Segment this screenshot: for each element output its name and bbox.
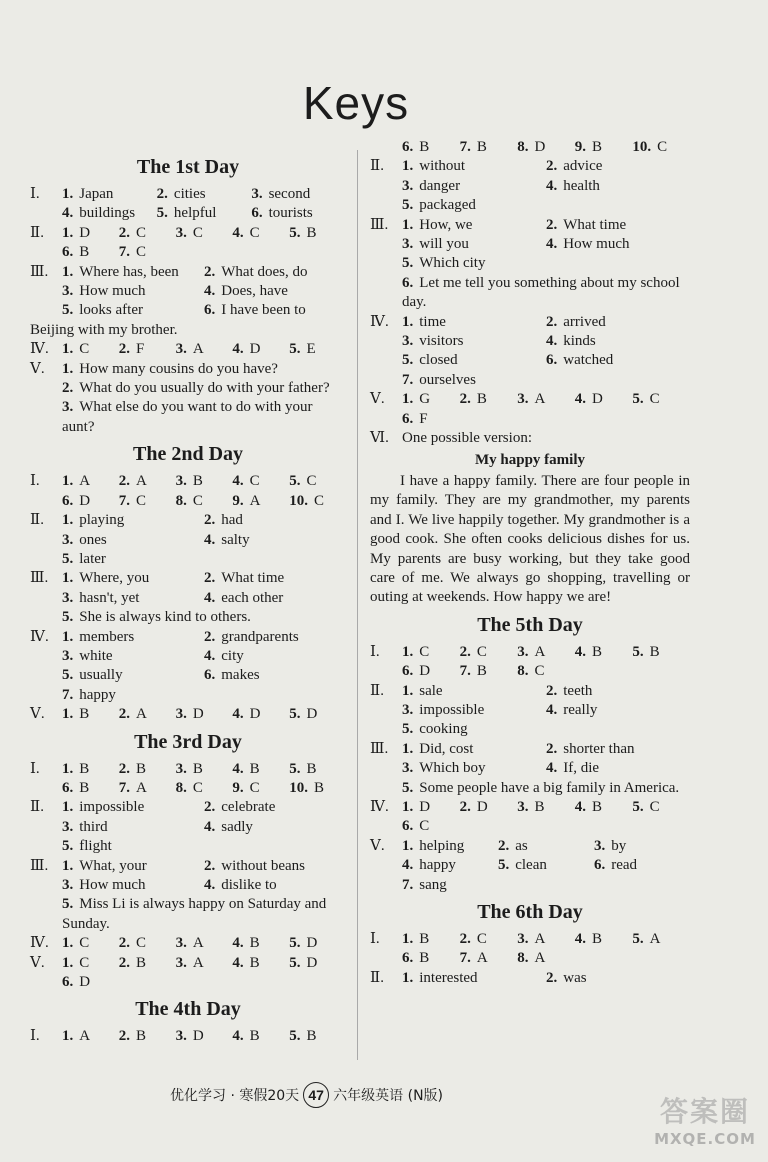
answer-item: 3. impossible	[402, 701, 485, 718]
section	[30, 263, 346, 321]
section-numeral: Ⅱ.	[30, 799, 44, 816]
section-numeral: Ⅴ.	[30, 706, 45, 723]
section	[370, 682, 690, 740]
answer-item: 4. really	[546, 701, 598, 718]
watermark-url: MXQE.COM	[654, 1130, 756, 1148]
answer-item: 3. A	[175, 935, 204, 952]
answer-item: 6. D	[62, 974, 91, 991]
section-numeral: Ⅰ.	[30, 473, 40, 490]
day-heading: The 2nd Day	[132, 443, 244, 466]
answer-item: 7. B	[459, 139, 487, 155]
answer-item: 3. A	[517, 391, 546, 408]
answer-item: 6. B	[402, 950, 430, 967]
answer-item: 6. B	[62, 244, 90, 261]
answer-item: 1. What, your	[62, 857, 147, 874]
section	[30, 1027, 346, 1046]
answer-item: 6. F	[402, 410, 428, 427]
section	[30, 934, 346, 953]
section	[370, 837, 690, 895]
answer-item: 4. each other	[204, 589, 284, 606]
answer-item: 3. B	[517, 799, 545, 815]
answer-item: 5. Which city	[402, 255, 486, 272]
answer-item: 1. B	[402, 931, 430, 948]
section-numeral: Ⅰ.	[30, 760, 40, 777]
answer-item: 6. D	[402, 663, 431, 680]
answer-item: 4. salty	[204, 531, 250, 548]
right-column	[370, 138, 690, 988]
answer-item: 4. B	[232, 760, 260, 777]
answer-item: 5. D	[289, 935, 318, 952]
section-numeral: Ⅰ.	[370, 931, 380, 948]
answer-item: 4. B	[232, 935, 260, 952]
answer-item: 1. Where, you	[62, 570, 150, 587]
answer-item: 9. A	[232, 492, 261, 509]
answer-item: 1. How many cousins do you have?	[62, 360, 278, 377]
section	[370, 798, 690, 837]
section-numeral: Ⅳ.	[370, 313, 389, 330]
answer-item: 4. B	[574, 931, 603, 948]
answer-item: 2. A	[118, 706, 147, 723]
section	[30, 705, 346, 724]
answer-item: 1. without	[402, 158, 466, 175]
answer-item: 4. C	[232, 224, 260, 241]
section-numeral: Ⅲ.	[370, 216, 389, 233]
answer-item: 2. without beans	[204, 857, 305, 874]
answer-item: 4. Does, have	[204, 283, 288, 300]
answer-item: 2. arrived	[546, 313, 606, 330]
answers	[402, 216, 690, 313]
section	[370, 138, 690, 157]
answer-item: 5. packaged	[402, 197, 476, 214]
answer-item: 5. clean	[497, 857, 547, 874]
answer-item: 7. C	[118, 244, 147, 261]
section	[370, 643, 690, 682]
answer-item: 3. second	[251, 186, 311, 202]
essay-title: My happy family	[474, 451, 585, 468]
answers	[402, 138, 690, 157]
section-numeral: Ⅱ.	[370, 969, 384, 986]
answers	[62, 857, 346, 935]
day-heading: The 1st Day	[136, 156, 240, 178]
answer-item: 2. celebrate	[204, 799, 276, 816]
answer-item: 2. advice	[546, 158, 603, 175]
answer-item: 3. hasn't, yet	[62, 589, 140, 606]
answer-item: 2. What time	[204, 570, 285, 587]
answer-item: 1. interested	[402, 969, 478, 986]
answer-item: 1. C	[62, 341, 90, 358]
answer-item: 2. was	[546, 969, 587, 986]
answer-item: 7. sang	[402, 876, 447, 893]
answer-item: 5. A	[632, 931, 661, 948]
answers	[62, 224, 346, 263]
answers	[402, 313, 690, 391]
day-heading: The 4th Day	[135, 998, 241, 1021]
answer-item: 3. A	[517, 643, 546, 660]
answer-item: 2. F	[118, 341, 145, 358]
section-numeral: Ⅰ.	[370, 643, 380, 660]
answers	[62, 1027, 346, 1046]
answer-item: 1. A	[62, 1028, 91, 1045]
answers	[62, 472, 346, 511]
answer-item: 1. D	[62, 224, 91, 241]
section-numeral: Ⅲ.	[30, 263, 49, 280]
answer-item: 10. C	[289, 492, 324, 509]
answer-item: 4. B	[232, 954, 260, 971]
answer-item: 4. D	[232, 341, 261, 358]
answer-item: 1. B	[62, 706, 90, 723]
section	[30, 857, 346, 935]
answers	[402, 157, 690, 215]
answer-item: 5. usually	[62, 667, 123, 684]
answer-item: 10. B	[289, 779, 324, 796]
answers	[62, 569, 346, 627]
answer-item: 4. kinds	[546, 333, 596, 350]
answer-item: 2. B	[118, 954, 147, 971]
section	[370, 390, 690, 429]
answer-item: 4. C	[232, 473, 260, 490]
page-footer	[170, 1082, 550, 1108]
day-heading: The 3rd Day	[134, 730, 242, 753]
answers	[62, 340, 346, 359]
answer-item: 3. will you	[402, 236, 469, 253]
answer-item: 4. buildings	[62, 205, 136, 222]
answer-item: 4. D	[232, 706, 261, 723]
answer-item: 4. How much	[546, 236, 630, 253]
answer-item: 6. read	[593, 857, 638, 874]
answer-item: 3. How much	[62, 877, 146, 893]
answer-item: 4. B	[232, 1028, 260, 1045]
answer-item: 5. C	[289, 473, 317, 490]
section-numeral: Ⅱ.	[30, 512, 44, 529]
answers	[402, 682, 690, 740]
answer-item: 5. flight	[62, 838, 112, 855]
answer-item: 3. A	[517, 931, 546, 948]
section-numeral: Ⅳ.	[30, 341, 49, 358]
answers	[62, 934, 346, 953]
answer-item: 2. C	[459, 643, 487, 660]
answers	[402, 930, 690, 969]
answer-item: 3. danger	[402, 177, 461, 194]
answer-item: 3. B	[175, 760, 203, 777]
answer-item: 2. D	[459, 799, 488, 815]
answer-item: 3. third	[62, 818, 108, 835]
section	[370, 930, 690, 969]
answer-item: 6. I have been to	[204, 302, 306, 319]
answer-item: 4. health	[546, 177, 600, 194]
answer-item: 6. D	[62, 492, 91, 509]
answer-item: 1. sale	[402, 682, 443, 699]
answer-item: 4. sadly	[204, 818, 253, 835]
answer-item: 1. impossible	[62, 799, 145, 816]
answer-item: 2. had	[204, 512, 243, 529]
answer-item: 2. C	[118, 935, 147, 952]
answers	[402, 390, 690, 429]
answer-item: 2. as	[497, 837, 528, 854]
section	[30, 628, 346, 706]
answer-item: 2. What does, do	[204, 263, 308, 280]
answers	[62, 705, 346, 724]
answer-item: 5. B	[632, 643, 660, 660]
answers	[402, 643, 690, 682]
section	[30, 472, 346, 511]
answer-item: 1. Where has, been	[62, 263, 179, 280]
section	[30, 569, 346, 627]
section-numeral: Ⅲ.	[370, 740, 389, 757]
answer-item: 1. playing	[62, 512, 125, 529]
answer-item: 5. C	[632, 391, 660, 408]
answer-item: 3. How much	[62, 283, 146, 300]
answer-item: 8. C	[175, 779, 203, 796]
answer-item: 2. B	[118, 1028, 147, 1045]
answer-item: 5. cooking	[402, 721, 468, 738]
answer-item: 2. grandparents	[204, 628, 299, 645]
column-divider	[357, 150, 358, 1060]
section	[370, 429, 690, 448]
section	[370, 157, 690, 215]
day-heading: The 5th Day	[477, 613, 583, 636]
answer-item: 3. A	[175, 954, 204, 971]
answers	[402, 798, 690, 837]
answers	[402, 837, 690, 895]
answer-item: 7. B	[459, 663, 487, 680]
answer-item: 7. happy	[62, 686, 116, 703]
answer-item: 5. Some people have a big family in America.	[402, 779, 680, 796]
section-numeral: Ⅱ.	[30, 224, 44, 241]
answer-item: 1. A	[62, 473, 91, 490]
answer-item: 4. B	[574, 643, 603, 660]
answer-item: 10. C	[632, 139, 668, 155]
answer-item: 3. white	[62, 647, 113, 664]
continued-text: Beijing with my brother.	[30, 321, 178, 338]
answers	[402, 429, 690, 448]
section-numeral: Ⅳ.	[30, 935, 49, 952]
answer-item: 3. What else do you want to do with your aunt?	[62, 399, 313, 435]
answer-item: 7. A	[459, 950, 488, 967]
section-numeral: Ⅴ.	[30, 954, 45, 971]
section-numeral: Ⅰ.	[30, 186, 40, 202]
answer-item: 4. B	[574, 799, 603, 815]
answer-item: 4. dislike to	[204, 877, 277, 893]
section	[30, 340, 346, 359]
section-numeral: Ⅲ.	[30, 857, 49, 874]
section	[370, 216, 690, 313]
answer-item: 8. C	[517, 663, 545, 680]
answer-item: 6. B	[402, 139, 430, 155]
answer-item: 7. C	[118, 492, 147, 509]
section-numeral: Ⅴ.	[30, 360, 45, 377]
answer-item: 9. B	[574, 139, 603, 155]
answer-item: 8. D	[517, 139, 546, 155]
section-numeral: Ⅱ.	[370, 158, 384, 175]
answer-item: 1. B	[62, 760, 90, 777]
answer-item: 1. G	[402, 391, 431, 408]
answer-item: 1. Did, cost	[402, 740, 474, 757]
answer-item: 2. B	[118, 760, 147, 777]
answers	[62, 263, 346, 321]
answer-item: 5. D	[289, 954, 318, 971]
version-label: One possible version:	[402, 430, 532, 447]
page-number: 47	[303, 1082, 329, 1108]
answer-item: 8. C	[175, 492, 203, 509]
answer-item: 8. A	[517, 950, 546, 967]
section	[370, 313, 690, 391]
answer-item: 3. Which boy	[402, 760, 486, 777]
section	[30, 954, 346, 993]
answer-item: 1. Japan	[62, 186, 114, 202]
answer-item: 6. tourists	[251, 205, 313, 222]
answer-item: 5. Miss Li is always happy on Saturday and Sunday.	[62, 896, 327, 932]
answer-item: 5. D	[289, 706, 318, 723]
section	[30, 798, 346, 856]
answer-item: 6. C	[402, 818, 430, 835]
answer-item: 2. teeth	[546, 682, 593, 699]
answer-item: 3. visitors	[402, 333, 464, 350]
answer-item: 4. D	[574, 391, 603, 408]
section-numeral: Ⅵ.	[370, 430, 389, 447]
answer-item: 3. B	[175, 473, 203, 490]
section-numeral: Ⅱ.	[370, 682, 384, 699]
answer-item: 2. cities	[156, 186, 206, 202]
answers	[62, 760, 346, 799]
section	[30, 511, 346, 569]
answers	[62, 511, 346, 569]
left-column	[30, 150, 346, 1047]
answers	[62, 360, 346, 438]
answer-item: 7. ourselves	[402, 371, 476, 388]
answer-item: 3. ones	[62, 531, 107, 548]
watermark-logo-text: 答案圈	[659, 1095, 750, 1128]
answer-item: 5. B	[289, 1028, 317, 1045]
answer-item: 5. C	[632, 799, 660, 815]
answer-item: 5. E	[289, 341, 316, 358]
watermark	[645, 1090, 765, 1148]
answer-item: 4. If, die	[546, 760, 600, 777]
section	[370, 740, 690, 798]
answer-item: 1. C	[62, 954, 90, 971]
answer-item: 3. C	[175, 224, 203, 241]
section	[370, 969, 690, 988]
answer-item: 1. How, we	[402, 216, 473, 233]
answers	[62, 954, 346, 993]
answer-item: 2. B	[459, 391, 487, 408]
answer-item: 5. looks after	[62, 302, 143, 319]
answer-item: 4. city	[204, 647, 244, 664]
answer-item: 2. C	[118, 224, 147, 241]
answers	[62, 798, 346, 856]
answers	[402, 969, 690, 988]
answer-item: 9. C	[232, 779, 260, 796]
answer-item: 6. watched	[546, 352, 614, 369]
answer-item: 3. D	[175, 1028, 204, 1045]
answer-item: 2. What do you usually do with your father?	[62, 380, 330, 397]
answer-item: 5. She is always kind to others.	[62, 609, 251, 626]
answer-item: 2. What time	[546, 216, 627, 233]
footer-subject: 六年级英语 (N版)	[333, 1088, 444, 1104]
answer-item: 5. closed	[402, 352, 458, 369]
section	[30, 224, 346, 263]
answer-item: 5. B	[289, 224, 317, 241]
answer-item: 5. later	[62, 550, 106, 567]
section-numeral: Ⅲ.	[30, 570, 49, 587]
answer-item: 2. shorter than	[546, 740, 635, 757]
answer-item: 1. C	[402, 643, 430, 660]
answer-item: 6. makes	[204, 667, 260, 684]
answer-item: 4. happy	[402, 857, 456, 874]
answer-item: 5. B	[289, 760, 317, 777]
answer-item: 6. B	[62, 779, 90, 796]
answer-item: 3. D	[175, 706, 204, 723]
section	[30, 185, 346, 224]
essay-text: I have a happy family. There are four people in my family. They are my grandmother, my parents and I. We live happily together. My grandmother is a good cook. She often cooks delicious dishes for us. My parents are busy working, but they take good care of me. We always go shopping, travelling or outing at weekends. How happy we are!	[370, 472, 690, 606]
day-heading: The 6th Day	[477, 901, 583, 924]
section-numeral: Ⅴ.	[370, 837, 385, 854]
section-numeral: Ⅴ.	[370, 391, 385, 408]
page-title: Keys	[302, 77, 410, 129]
section-numeral: Ⅳ.	[370, 799, 389, 815]
section	[30, 760, 346, 799]
section-numeral: Ⅰ.	[30, 1028, 40, 1045]
section	[30, 360, 346, 438]
section-numeral: Ⅳ.	[30, 628, 49, 645]
answer-item: 2. C	[459, 931, 487, 948]
answer-item: 3. by	[593, 837, 627, 854]
answer-item: 3. A	[175, 341, 204, 358]
answer-item: 1. time	[402, 313, 446, 330]
answer-item: 1. members	[62, 628, 135, 645]
answers	[62, 628, 346, 706]
answers	[402, 740, 690, 798]
answer-item: 1. C	[62, 935, 90, 952]
answer-item: 1. D	[402, 799, 431, 815]
answer-item: 1. helping	[402, 837, 465, 854]
answers	[62, 185, 346, 224]
answer-item: 6. Let me tell you something about my school day.	[402, 274, 680, 311]
answer-item: 7. A	[118, 779, 147, 796]
footer-book-title: 优化学习 · 寒假20天	[170, 1088, 300, 1104]
answer-item: 5. helpful	[156, 205, 217, 222]
answer-item: 2. A	[118, 473, 147, 490]
